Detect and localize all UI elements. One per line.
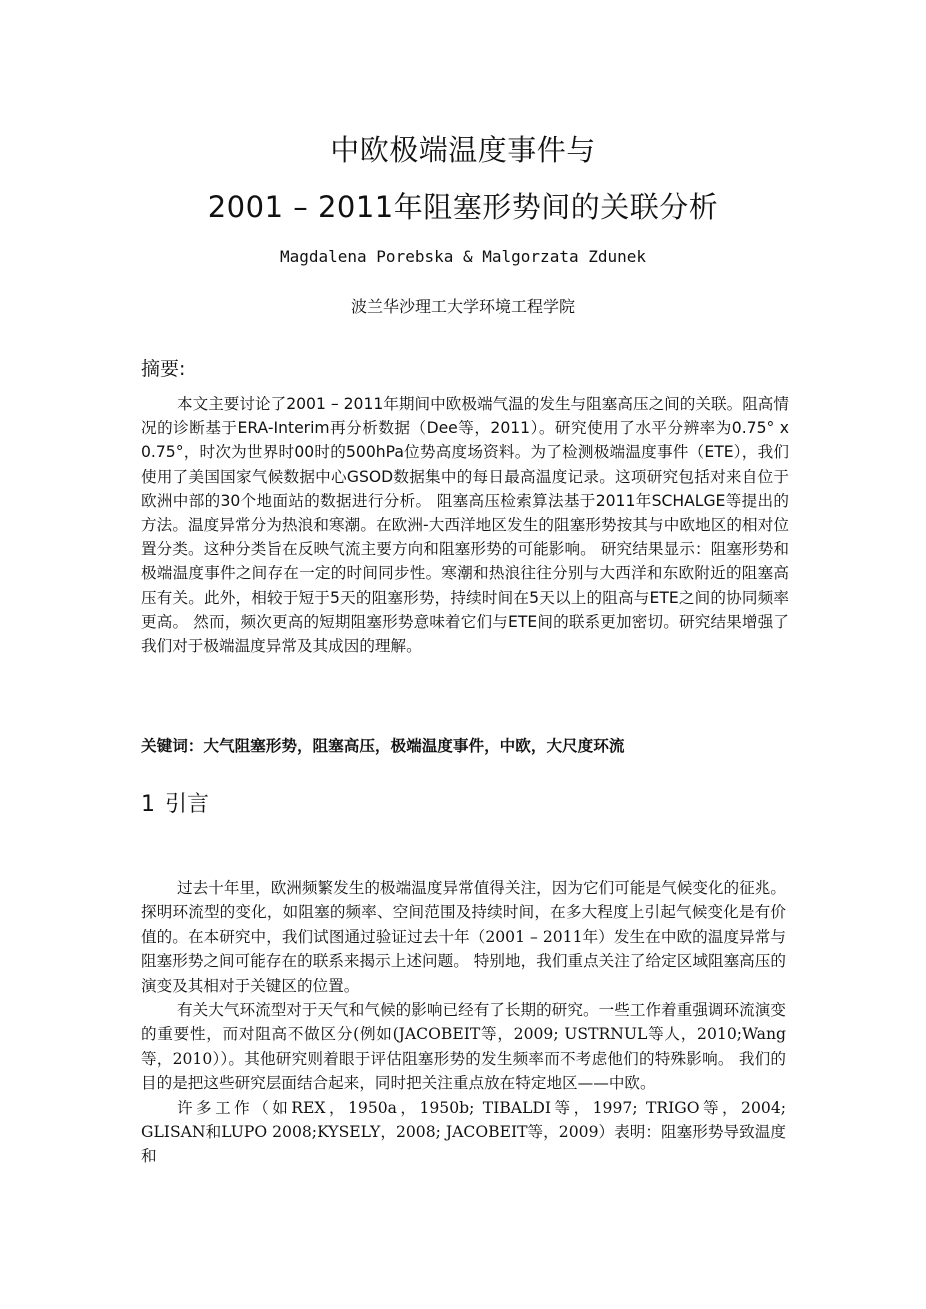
abstract-text: 本文主要讨论了2001 – 2011年期间中欧极端气温的发生与阻塞高压之间的关联。阻高情况的诊断基于ERA-Interim再分析数据（Dee等，2011）。研究使用了水平分辨率为0.75° x 0.75°，时次为世界时00时的500hPa位势高度场资料。为了检测极端温度事件（ETE），我们使用了美国国家气候数据中心GSOD数据集中的每日最高温度记录。这项研究包括对来自位于欧洲中部的30个地面站的数据进行分析。 阻塞高压检索算法基于2011年SCHALGE等提出的方法。温度异常分为热浪和寒潮。在欧洲-大西洋地区发生的阻塞形势按其与中欧地区的相对位置分类。这种分类旨在反映气流主要方向和阻塞形势的可能影响。 研究结果显示：阻塞形势和极端温度事件之间存在一定的时间同步性。寒潮和热浪往往分别与大西洋和东欧附近的阻塞高压有关。此外，相较于短于5天的阻塞形势，持续时间在5天以上的阻高与ETE之间的协同频率更高。 然而，频次更高的短期阻塞形势意味着它们与ETE间的联系更加密切。研究结果增强了我们对于极端温度异常及其成因的理解。: [141, 395, 789, 656]
section-title: 引言: [165, 792, 210, 817]
authors: Magdalena Porebska & Malgorzata Zdunek: [279, 247, 647, 266]
paper-title-line-2: 2001 – 2011年阻塞形势间的关联分析: [207, 190, 719, 224]
keywords: 关键词：大气阻塞形势，阻塞高压，极端温度事件，中欧，大尺度环流: [141, 737, 625, 755]
paper-title-line-1: 中欧极端温度事件与: [330, 133, 596, 167]
section-body: [141, 876, 786, 1169]
section-heading: [141, 789, 209, 821]
abstract-heading: 摘要:: [141, 358, 186, 380]
body-paragraph: 许多工作（如REX，1950a，1950b; TIBALDI等，1997; TRIGO等，2004; GLISAN和LUPO 2008;KYSELY，2008; JACOBEIT等，2009）表明：阻塞形势导致温度和: [141, 1098, 786, 1166]
affiliation: 波兰华沙理工大学环境工程学院: [350, 297, 575, 316]
body-paragraph: 过去十年里，欧洲频繁发生的极端温度异常值得关注，因为它们可能是气候变化的征兆。探明环流型的变化，如阻塞的频率、空间范围及持续时间，在多大程度上引起气候变化是有价值的。在本研究中，我们试图通过验证过去十年（2001 – 2011年）发生在中欧的温度异常与阻塞形势之间可能存在的联系来揭示上述问题。 特别地，我们重点关注了给定区域阻塞高压的演变及其相对于关键区的位置。: [141, 879, 786, 995]
section-number: 1: [141, 792, 155, 817]
body-paragraph: 有关大气环流型对于天气和气候的影响已经有了长期的研究。一些工作着重强调环流演变的重要性，而对阻高不做区分(例如(JACOBEIT等，2009; USTRNUL等人，2010;Wang等，2010））。其他研究则着眼于评估阻塞形势的发生频率而不考虑他们的特殊影响。 我们的目的是把这些研究层面结合起来，同时把关注重点放在特定地区——中欧。: [141, 1001, 786, 1093]
